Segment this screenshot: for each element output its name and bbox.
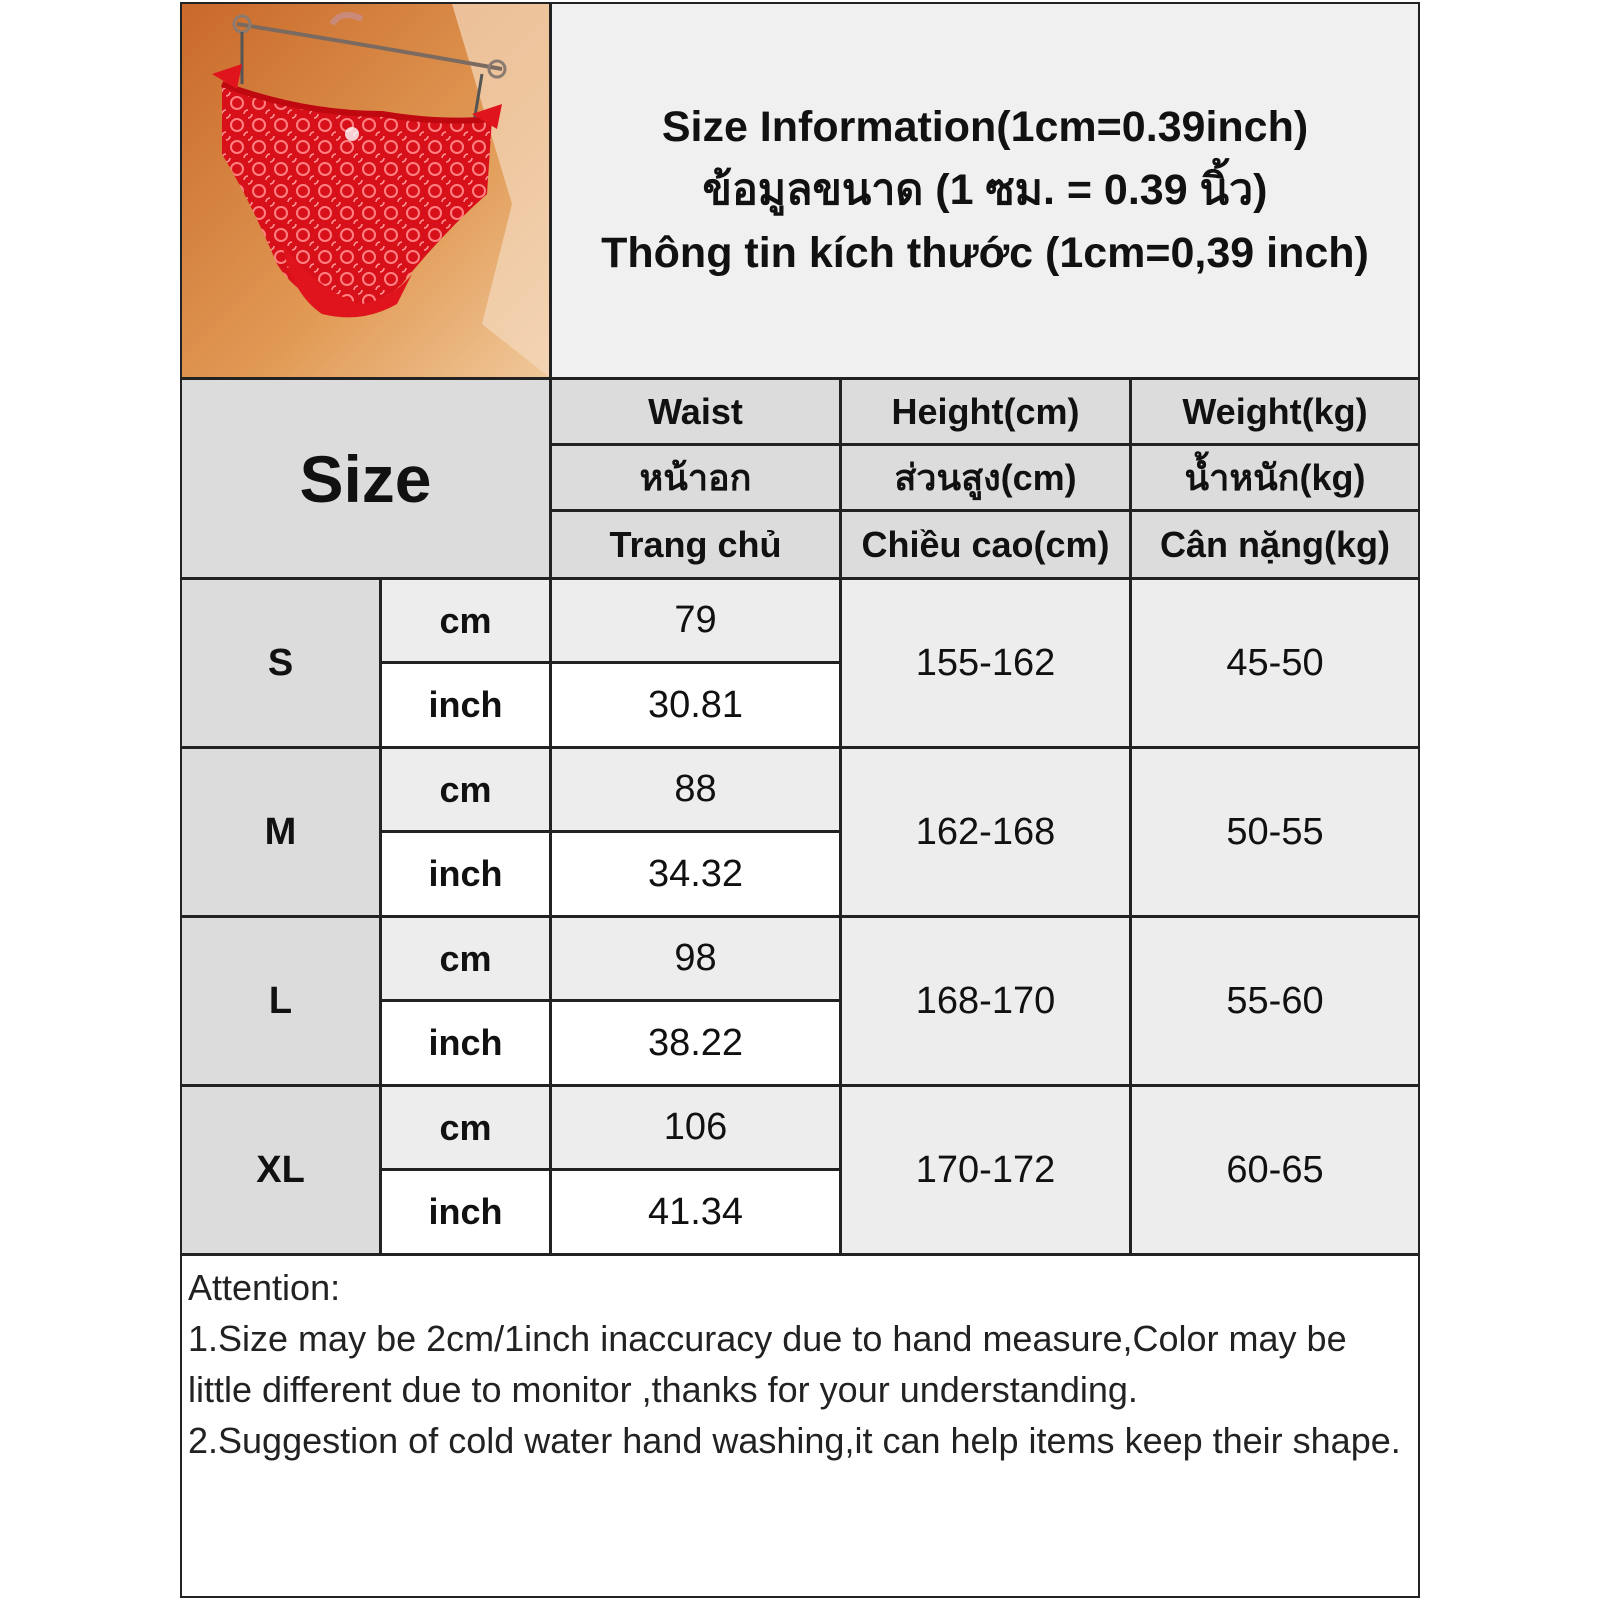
waist-inch-value: 38.22 [552,1002,842,1087]
waist-cm-value: 106 [552,1087,842,1171]
title-vietnamese: Thông tin kích thước (1cm=0,39 inch) [601,229,1369,277]
size-cell-s: S [182,580,382,749]
unit-cm: cm [382,749,552,833]
waist-cm-value: 88 [552,749,842,833]
unit-inch: inch [382,664,552,749]
size-header [182,380,552,580]
header-weight-en: Weight(kg) [1132,380,1418,446]
size-header-label: Size [299,441,432,516]
unit-inch: inch [382,1171,552,1256]
header-weight-th: น้ำหนัก(kg) [1132,446,1418,512]
height-value: 155-162 [842,580,1132,749]
weight-value: 55-60 [1132,918,1418,1087]
waist-inch-value: 34.32 [552,833,842,918]
weight-value: 60-65 [1132,1087,1418,1256]
weight-value: 50-55 [1132,749,1418,918]
unit-inch: inch [382,833,552,918]
product-photo [182,4,552,380]
size-cell-l: L [182,918,382,1087]
title-block [552,4,1418,380]
size-cell-m: M [182,749,382,918]
weight-value: 45-50 [1132,580,1418,749]
unit-inch: inch [382,1002,552,1087]
note-2: 2.Suggestion of cold water hand washing,it can help items keep their shape. [188,1420,1401,1461]
unit-cm: cm [382,580,552,664]
notes-heading: Attention: [188,1267,341,1308]
unit-cm: cm [382,1087,552,1171]
note-1: 1.Size may be 2cm/1inch inaccuracy due to hand measure,Color may be little different due to monitor ,thanks for your understanding. [188,1318,1347,1410]
header-waist-vi: Trang chủ [552,512,842,580]
waist-cm-value: 98 [552,918,842,1002]
waist-inch-value: 41.34 [552,1171,842,1256]
header-waist-th: หน้าอก [552,446,842,512]
product-image [182,4,549,377]
height-value: 162-168 [842,749,1132,918]
size-cell-xl: XL [182,1087,382,1256]
header-height-vi: Chiều cao(cm) [842,512,1132,580]
waist-inch-value: 30.81 [552,664,842,749]
unit-cm: cm [382,918,552,1002]
waist-cm-value: 79 [552,580,842,664]
header-waist-en: Waist [552,380,842,446]
height-value: 170-172 [842,1087,1132,1256]
size-chart [180,2,1420,1598]
header-height-en: Height(cm) [842,380,1132,446]
header-height-th: ส่วนสูง(cm) [842,446,1132,512]
title-english: Size Information(1cm=0.39inch) [661,103,1309,151]
height-value: 168-170 [842,918,1132,1087]
header-weight-vi: Cân nặng(kg) [1132,512,1418,580]
attention-notes [188,1262,1408,1466]
title-thai: ข้อมูลขนาด (1 ซม. = 0.39 นิ้ว) [702,166,1268,214]
